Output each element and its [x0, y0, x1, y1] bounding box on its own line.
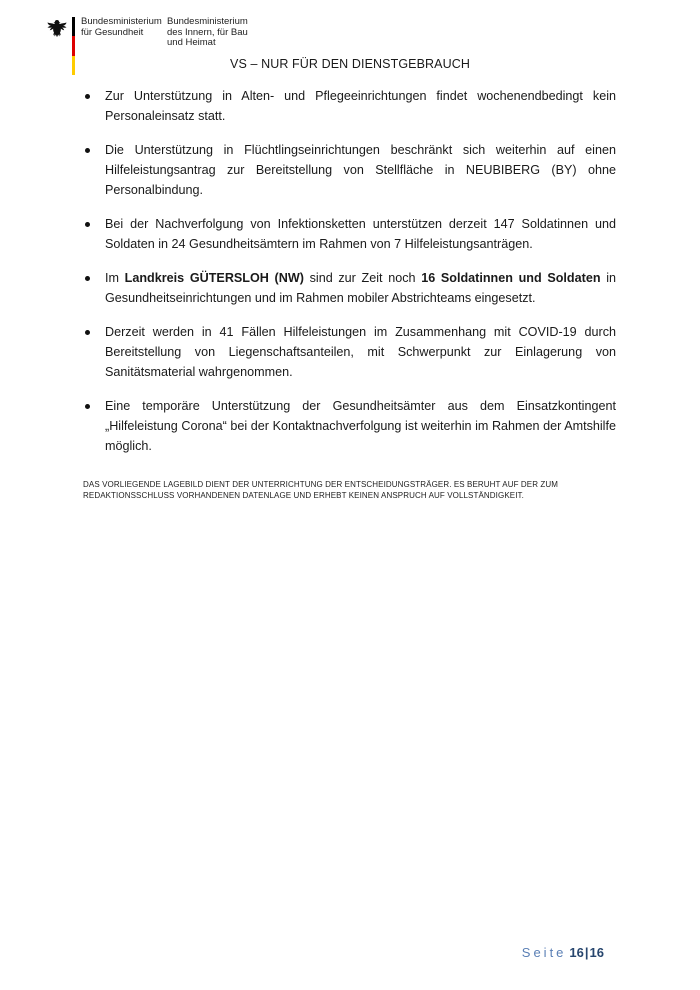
bullet-dot-icon — [85, 404, 90, 409]
bullet-item — [83, 86, 616, 126]
bullet-item — [83, 396, 616, 456]
bullet-text: Eine temporäre Unterstützung der Gesundheitsämter aus dem Einsatzkontingent „Hilfeleistung Corona“ bei der Kontaktnachverfolgung ist weiterhin im Rahmen der Amtshilfe möglich. — [105, 399, 616, 453]
bullet-item — [83, 140, 616, 200]
total-pages: 16 — [589, 945, 604, 960]
ministry-health-line: für Gesundheit — [81, 26, 144, 38]
current-page: 16 — [569, 945, 584, 960]
bullet-item — [83, 214, 616, 254]
page-number — [522, 945, 604, 960]
disclaimer-text: DAS VORLIEGENDE LAGEBILD DIENT DER UNTERRICHTUNG DER ENTSCHEIDUNGSTRÄGER. ES BERUHT AUF DER ZUM REDAKTIONSSCHLUSS VORHANDENEN DATENLAGE UND ERHEBT KEINEN ANSPRUCH AUF VOLLSTÄNDIGKEIT. — [83, 480, 559, 500]
ministry-health-line: Bundesministerium — [81, 16, 162, 27]
page-separator: | — [584, 945, 589, 960]
bullet-text: Zur Unterstützung in Alten- und Pflegeeinrichtungen findet wochenendbedingt kein Personaleinsatz statt. — [105, 89, 616, 123]
page-label: Seite — [521, 945, 567, 960]
bullet-dot-icon — [85, 330, 90, 335]
bullet-list — [83, 86, 616, 470]
bullet-text-bold: Landkreis GÜTERSLOH (NW) — [124, 271, 304, 285]
flag-stripe-black — [72, 17, 75, 36]
bullet-text: Die Unterstützung in Flüchtlingseinrichtungen beschränkt sich weiterhin auf einen Hilfeleistungsantrag zur Bereitstellung von Stellfläche in NEUBIBERG (BY) ohne Personalbindung. — [105, 143, 616, 197]
ministry-interior-line: und Heimat — [167, 37, 216, 48]
bullet-text: sind zur Zeit noch — [303, 271, 422, 285]
bullet-dot-icon — [85, 222, 90, 227]
ministry-interior-line: Bundesministerium — [167, 16, 248, 27]
ministry-health-name — [81, 17, 162, 38]
ministry-interior-name — [167, 17, 248, 49]
flag-stripe-red — [72, 36, 75, 55]
federal-eagle-icon — [46, 18, 68, 40]
bullet-text: Derzeit werden in 41 Fällen Hilfeleistungen im Zusammenhang mit COVID-19 durch Bereitstellung von Liegenschaftsanteilen, mit Schwerpunkt zur Einlagerung von Sanitätsmaterial wahrgenommen. — [105, 325, 616, 379]
bullet-dot-icon — [85, 94, 90, 99]
bullet-item — [83, 268, 616, 308]
bullet-text: Im — [105, 271, 125, 285]
bullet-dot-icon — [85, 148, 90, 153]
bullet-dot-icon — [85, 276, 90, 281]
bullet-text-bold: 16 Soldatinnen und Soldaten — [421, 271, 601, 285]
ministry-interior-line: des Innern, für Bau — [167, 26, 248, 38]
bullet-text: Bei der Nachverfolgung von Infektionsketten unterstützen derzeit 147 Soldatinnen und Soldaten in 24 Gesundheitsämtern im Rahmen von 7 Hilfeleistungsanträgen. — [105, 217, 616, 251]
bullet-item — [83, 322, 616, 382]
bullet-text: in Gesundheitseinrichtungen und im Rahmen mobiler Abstrichteams eingesetzt. — [105, 271, 617, 305]
classification-label: VS – NUR FÜR DEN DIENSTGEBRAUCH — [230, 57, 470, 71]
